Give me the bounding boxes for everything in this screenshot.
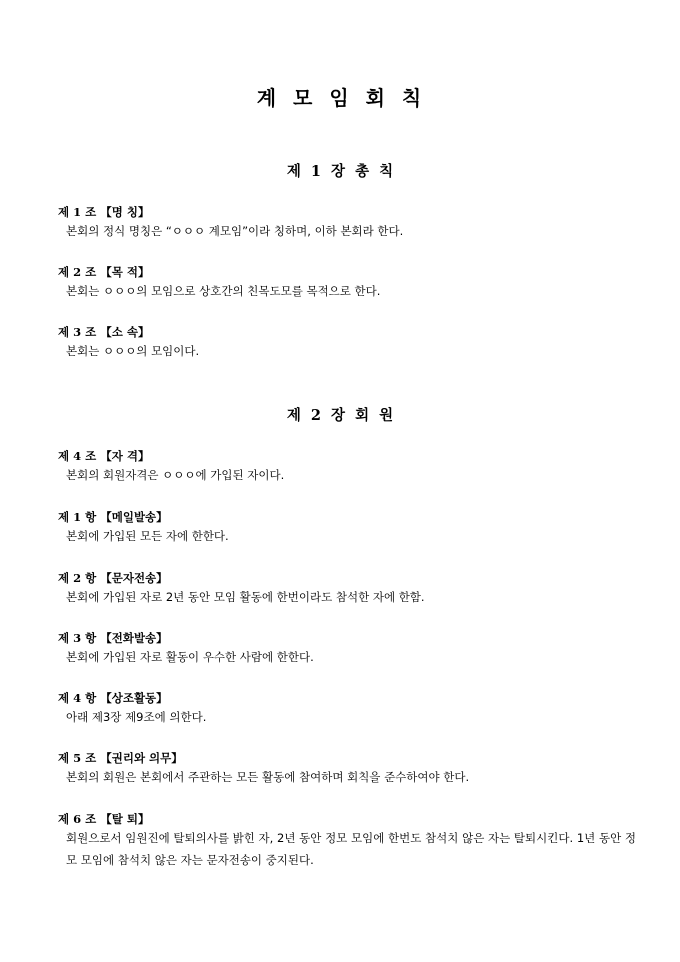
clause-1-text: 본회에 가입된 모든 자에 한한다. (66, 529, 229, 543)
article-6-heading: 제 6 조 【탈 퇴】 (58, 812, 150, 826)
article-3-heading: 제 3 조 【소 속】 (58, 325, 150, 339)
article-4-heading: 제 4 조 【자 격】 (58, 449, 150, 463)
article-3-text: 본회는 ㅇㅇㅇ의 모임이다. (66, 344, 200, 358)
article-1-text: 본회의 정식 명칭은 “ㅇㅇㅇ 계모임”이라 칭하며, 이하 본회라 한다. (66, 224, 404, 238)
article-6-text: 회원으로서 임원진에 탈퇴의사를 밝힌 자, 2년 동안 정모 모임에 한번도 참석치 않은 자는 탈퇴시킨다. 1년 동안 정모 모임에 참석치 않은 자는 문자전송이 중지된다. (66, 831, 636, 867)
article-2-heading: 제 2 조 【목 적】 (58, 265, 150, 279)
article-2-text: 본회는 ㅇㅇㅇ의 모임으로 상호간의 친목도모를 목적으로 한다. (66, 284, 381, 298)
chapter-1-title: 제 1 장 총 칙 (286, 163, 394, 180)
clause-3-text: 본회에 가입된 자로 활동이 우수한 사람에 한한다. (66, 650, 314, 664)
clause-3-heading: 제 3 항 【전화발송】 (58, 631, 168, 645)
clause-2-text: 본회에 가입된 자로 2년 동안 모임 활동에 한번이라도 참석한 자에 한함. (66, 590, 425, 604)
article-5-text: 본회의 회원은 본회에서 주관하는 모든 활동에 참여하며 회칙을 준수하여야 한다. (66, 770, 470, 784)
document-title: 계 모 임 회 칙 (256, 86, 424, 110)
chapter-2-title: 제 2 장 회 원 (286, 407, 394, 424)
article-4-text: 본회의 회원자격은 ㅇㅇㅇ에 가입된 자이다. (66, 468, 285, 482)
clause-2-heading: 제 2 항 【문자전송】 (58, 571, 168, 585)
article-1-heading: 제 1 조 【명 칭】 (58, 205, 150, 219)
article-5-heading: 제 5 조 【권리와 의무】 (58, 751, 183, 765)
clause-1-heading: 제 1 항 【메일발송】 (58, 510, 168, 524)
clause-4-heading: 제 4 항 【상조활동】 (58, 691, 168, 705)
clause-4-text: 아래 제3장 제9조에 의한다. (66, 710, 207, 724)
